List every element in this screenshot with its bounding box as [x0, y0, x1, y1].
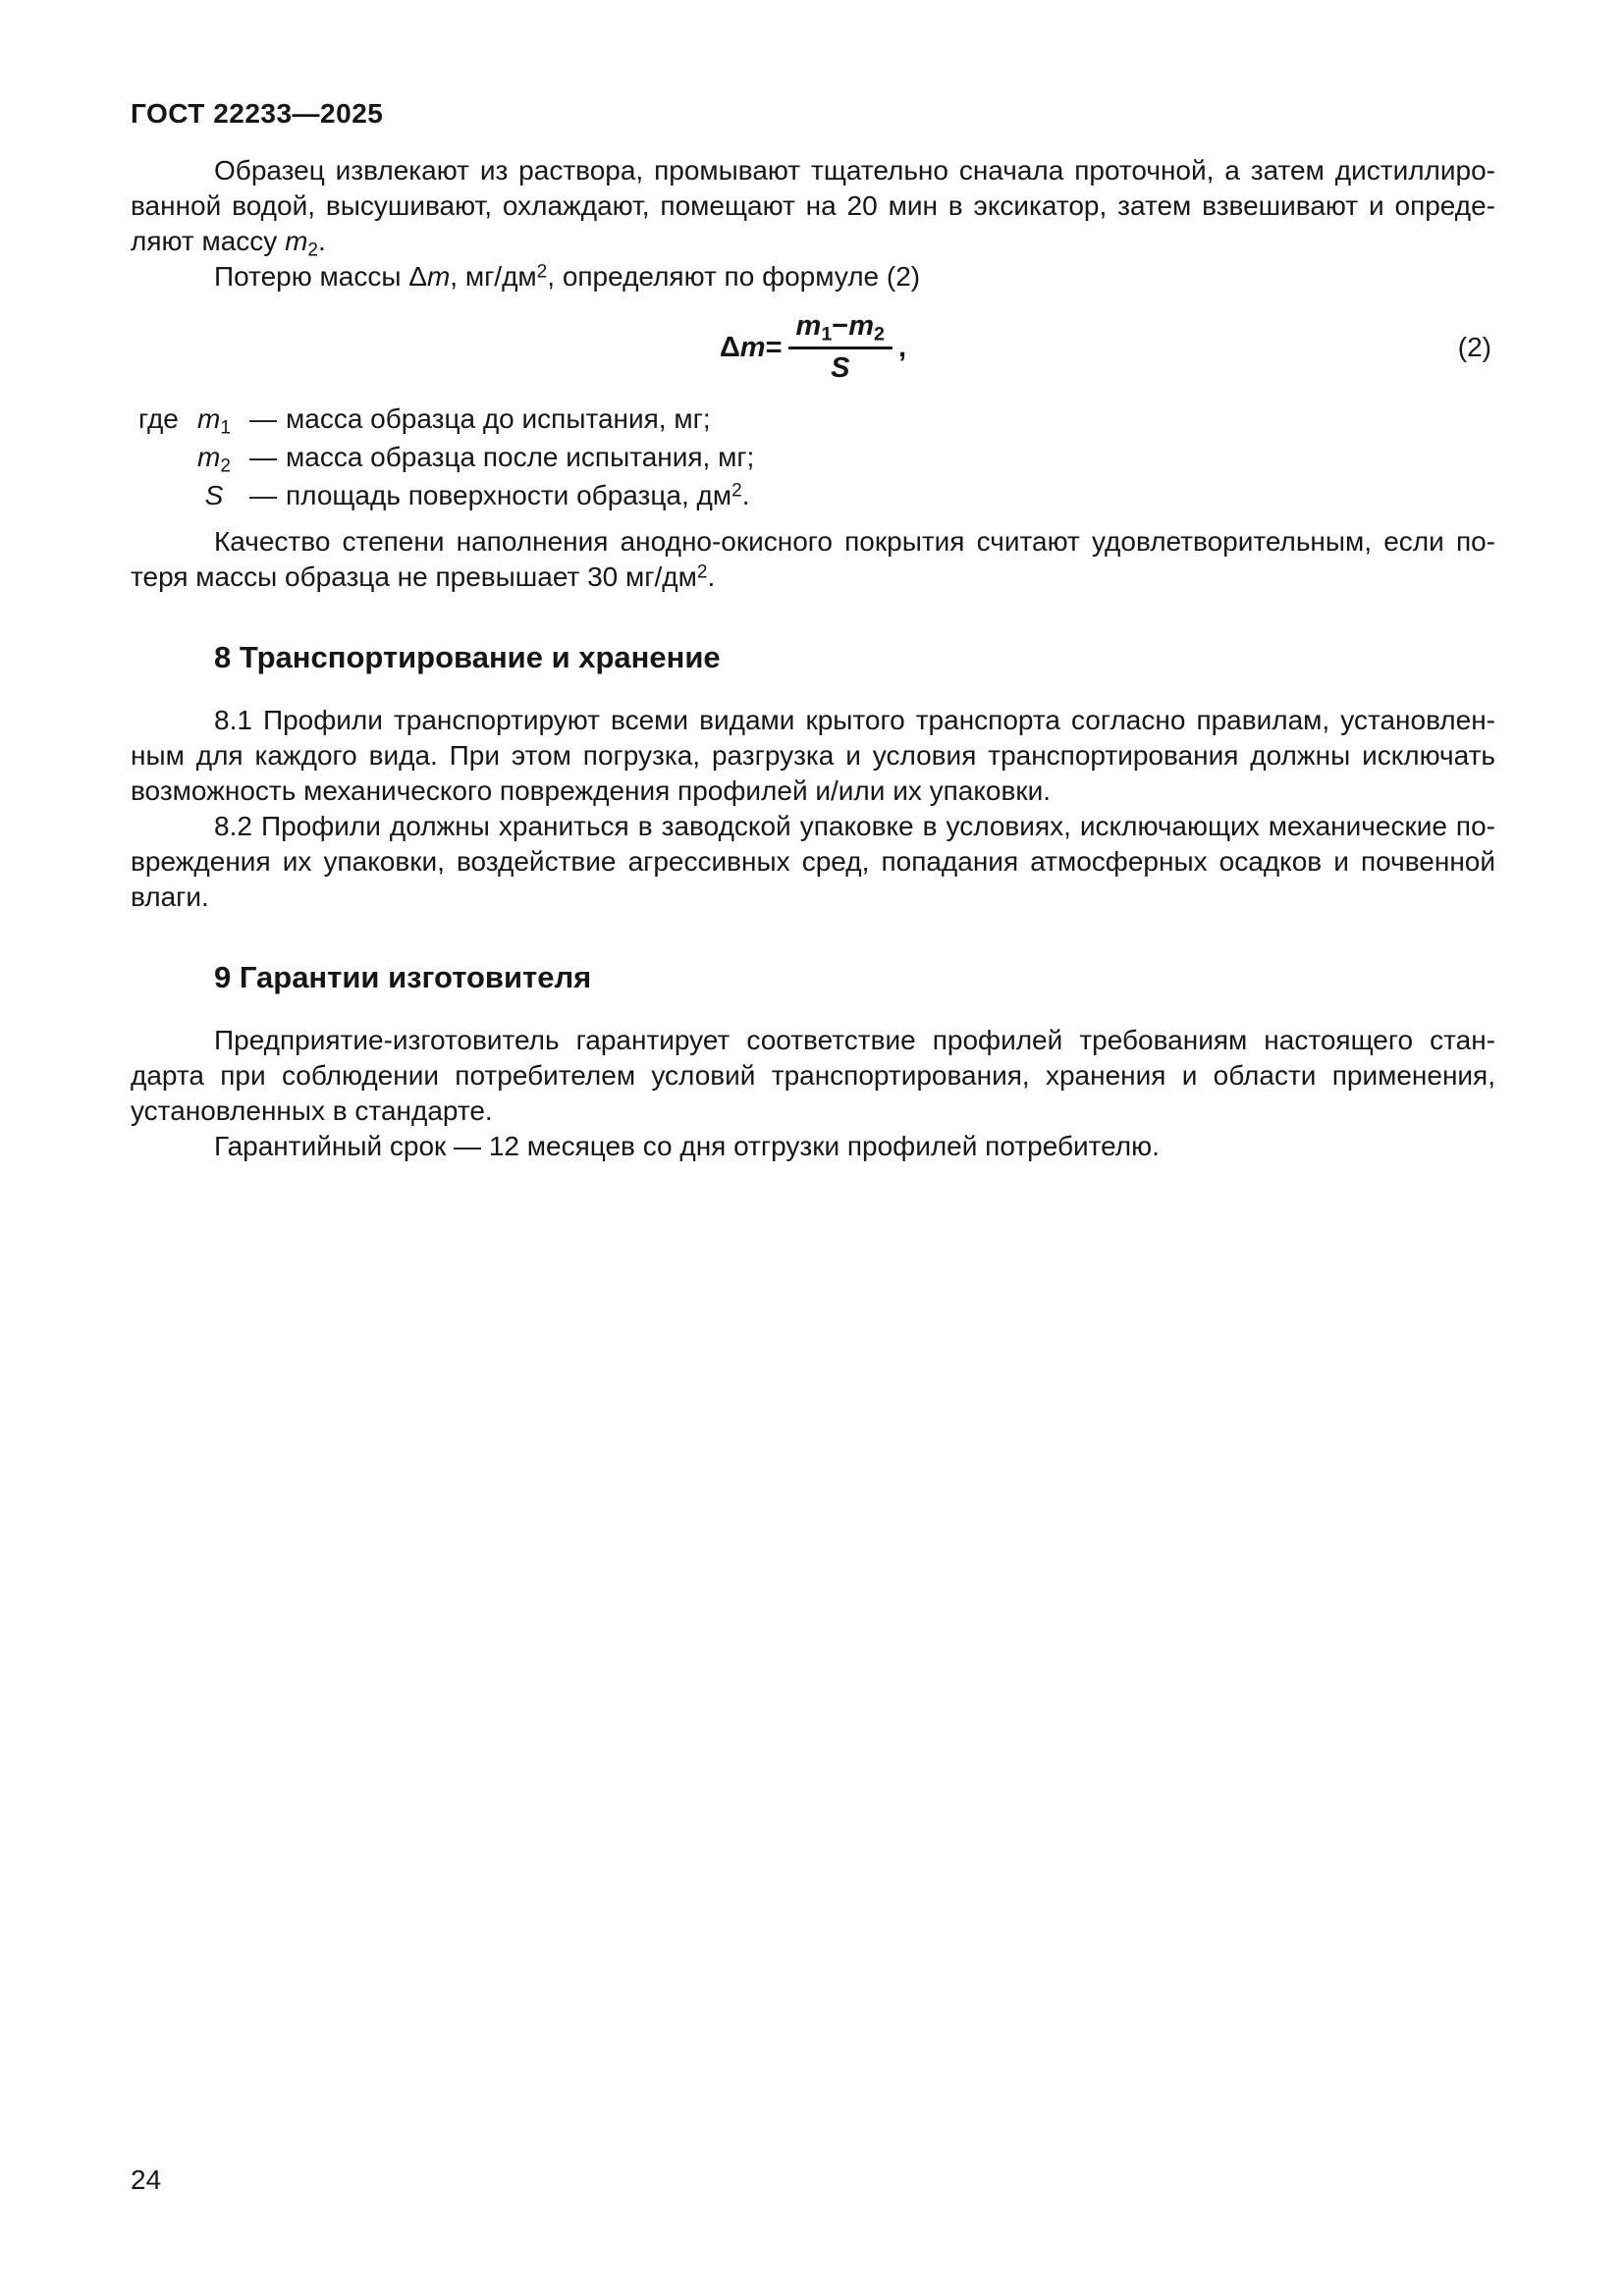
where-dash: —	[249, 479, 277, 510]
unit-superscript: 2	[696, 561, 708, 583]
variable-m2: m	[848, 310, 875, 342]
where-description-text: масса образца до испытания, мг;	[286, 402, 711, 434]
formula-2	[720, 310, 906, 386]
variable-m: m	[285, 226, 308, 256]
variable-subscript: 2	[220, 455, 231, 477]
where-variable	[188, 476, 241, 514]
variable-m1: m	[795, 310, 822, 342]
quality-paragraph	[131, 524, 1495, 595]
equals-sign: =	[765, 331, 783, 363]
where-list	[138, 400, 1495, 514]
where-description-text: масса образца после испытания, мг;	[286, 441, 755, 472]
variable-s: S	[831, 352, 850, 385]
unit-superscript: 2	[731, 480, 742, 502]
formula-numerator	[788, 310, 893, 349]
variable-subscript: 2	[874, 323, 885, 346]
where-variable	[188, 438, 241, 476]
where-label-empty	[138, 476, 188, 514]
variable-m: m	[426, 261, 451, 292]
variable-s: S	[204, 479, 224, 510]
paragraph-text: .	[318, 226, 326, 256]
minus-sign: −	[832, 310, 849, 342]
section-8-2-paragraph: 8.2 Профили должны храниться в заводской упаковке в условиях, исключающих механические повреждения их упаковки, воздействие агрессивных сред, попадания атмосферных осадков и почвенной влаги.	[131, 810, 1495, 912]
variable-subscript: 1	[220, 417, 231, 439]
paragraph-text: , мг/дм	[450, 261, 537, 292]
where-row-m1	[138, 400, 1495, 438]
where-description-text: площадь поверхности образца, дм	[286, 479, 732, 510]
unit-superscript: 2	[536, 261, 548, 283]
section-8-1-paragraph: 8.1 Профили транспортируют всеми видами крытого транспорта согласно правилам, установленным для каждого вида. При этом погрузка, разгрузка и условия транспортирования должны исключать возможность механического повреждения профилей и/или их упаковки.	[131, 704, 1495, 806]
paragraph-text: Потерю массы	[214, 261, 409, 292]
where-dash: —	[249, 402, 277, 434]
where-description	[286, 438, 1495, 476]
where-description	[286, 400, 1495, 438]
where-label-empty	[138, 438, 188, 476]
formula-comma: ,	[897, 331, 907, 363]
variable-m2: m	[197, 441, 221, 472]
delta-symbol: Δ	[408, 261, 427, 292]
paragraph-text: .	[707, 561, 716, 592]
paragraph-sample-rinse	[131, 153, 1495, 259]
equation-number: (2)	[1457, 332, 1491, 363]
where-description	[286, 476, 1495, 514]
page-number: 24	[131, 2164, 162, 2195]
where-variable	[188, 400, 241, 438]
section-8-heading: 8 Транспортирование и хранение	[214, 639, 721, 674]
where-label: где	[138, 402, 179, 434]
warranty-paragraph: Предприятие-изготовитель гарантирует соответствие профилей требованиям настоящего стандарта при соблюдении потребителем условий транспортирования, хранения и области применения, установленных в стандарте.	[131, 1024, 1495, 1126]
variable-m: m	[739, 331, 766, 363]
section-9-heading: 9 Гарантии изготовителя	[214, 959, 592, 994]
where-dash: —	[249, 441, 277, 472]
running-header: ГОСТ 22233—2025	[131, 98, 384, 129]
variable-m1: m	[197, 402, 221, 434]
warranty-term-paragraph: Гарантийный срок — 12 месяцев со дня отгрузки профилей потребителю.	[214, 1130, 1160, 1161]
where-description-tail: .	[741, 479, 750, 510]
fraction	[788, 310, 893, 386]
paragraph-text: Качество степени наполнения анодно-окисного покрытия считают удовлетворительным, если потеря массы образца не превышает 30 мг/дм	[131, 525, 1495, 592]
where-row-m2	[138, 438, 1495, 476]
paragraph-text: , определяют по формуле (2)	[547, 261, 921, 292]
variable-subscript: 1	[821, 323, 833, 346]
variable-subscript: 2	[307, 240, 319, 261]
formula-block	[131, 310, 1495, 386]
paragraph-text: Образец извлекают из раствора, промывают тщательно сначала проточной, а затем дистиллированной водой, высушивают, охлаждают, помещают на 20 мин в эксикатор, затем взвешивают и определяют массу	[131, 155, 1495, 256]
formula-denominator	[831, 349, 849, 385]
where-row-s	[138, 476, 1495, 514]
delta-symbol: Δ	[719, 331, 740, 363]
paragraph-mass-loss	[131, 259, 1495, 294]
